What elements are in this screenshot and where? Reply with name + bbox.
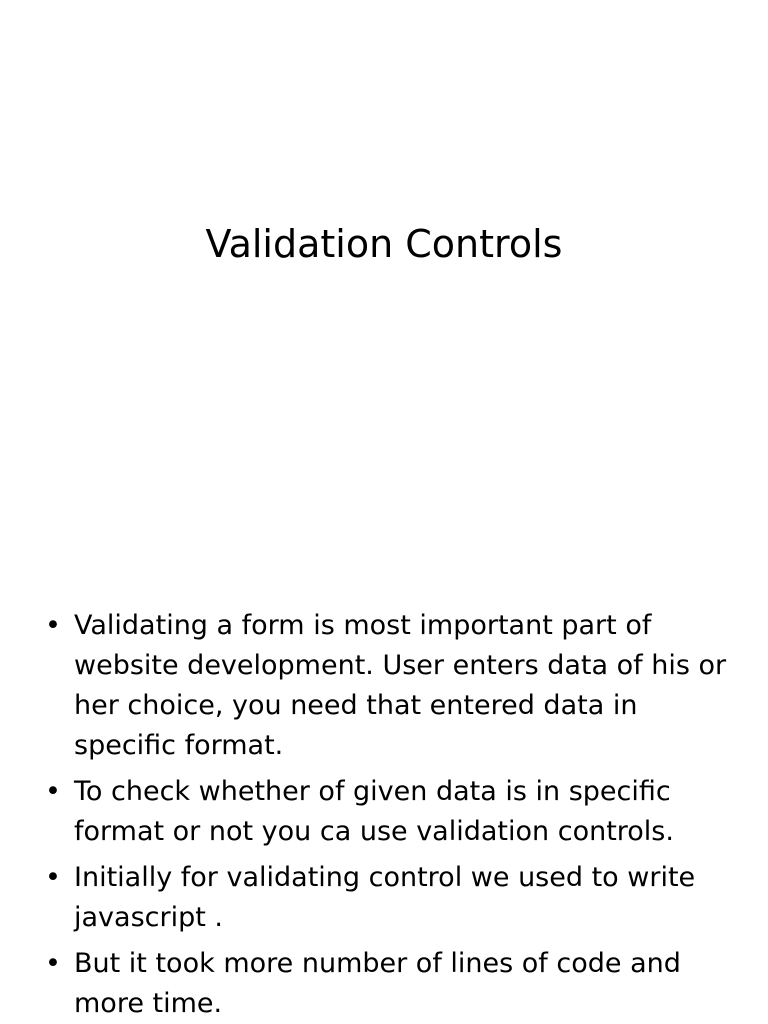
bullet-text: To check whether of given data is in specific format or not you ca use validation controls. xyxy=(74,776,674,847)
bullet-dot: • xyxy=(45,776,61,807)
list-item xyxy=(45,944,734,1024)
bullet-list xyxy=(45,606,734,1024)
list-item xyxy=(45,606,734,766)
bullet-dot: • xyxy=(45,610,61,641)
slide-title: Validation Controls xyxy=(205,222,563,266)
bullet-dot: • xyxy=(45,862,61,893)
list-item xyxy=(45,772,734,852)
bullet-text: Validating a form is most important part of website development. User enters data of his or her choice, you need that entered data in specific format. xyxy=(74,610,727,761)
bullet-text: Initially for validating control we used to write javascript . xyxy=(74,862,696,933)
bullet-text: But it took more number of lines of code and more time. xyxy=(74,948,681,1019)
bullet-dot: • xyxy=(45,948,61,979)
list-item xyxy=(45,858,734,938)
